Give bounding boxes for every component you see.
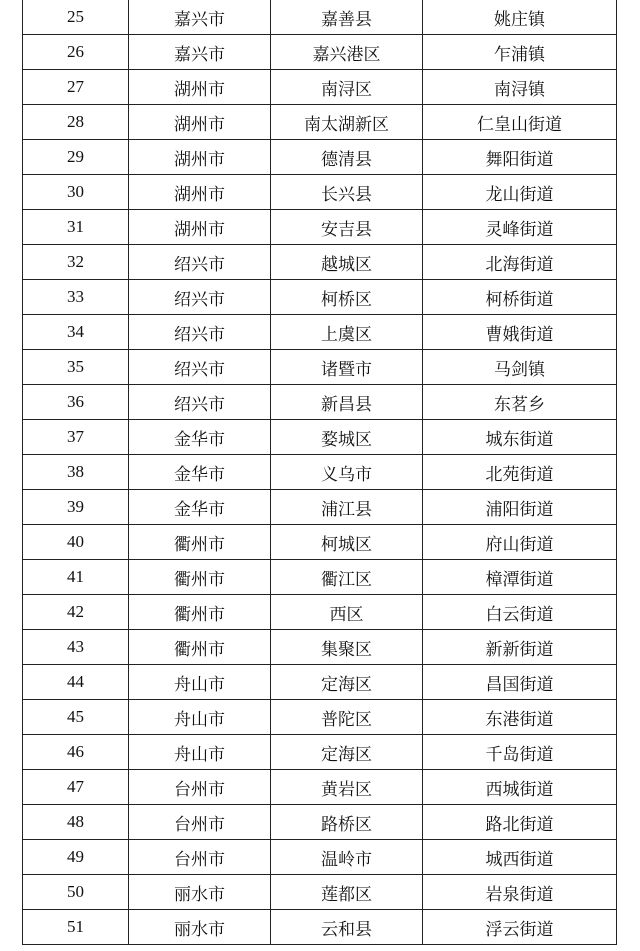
row-number-cell: 45 — [23, 700, 129, 735]
town-cell: 城西街道 — [423, 840, 617, 875]
table-row — [23, 0, 617, 35]
table-row — [23, 140, 617, 175]
row-number-cell: 31 — [23, 210, 129, 245]
row-number-cell: 26 — [23, 35, 129, 70]
town-cell: 柯桥街道 — [423, 280, 617, 315]
district-cell: 越城区 — [271, 245, 423, 280]
table-row — [23, 210, 617, 245]
row-number-cell: 30 — [23, 175, 129, 210]
town-cell: 舞阳街道 — [423, 140, 617, 175]
town-cell: 乍浦镇 — [423, 35, 617, 70]
town-cell: 姚庄镇 — [423, 0, 617, 35]
town-cell: 千岛街道 — [423, 735, 617, 770]
city-cell: 金华市 — [129, 455, 271, 490]
row-number-cell: 42 — [23, 595, 129, 630]
city-cell: 舟山市 — [129, 735, 271, 770]
district-cell: 柯桥区 — [271, 280, 423, 315]
table-row — [23, 70, 617, 105]
row-number-cell: 41 — [23, 560, 129, 595]
district-cell: 衢江区 — [271, 560, 423, 595]
row-number-cell: 36 — [23, 385, 129, 420]
row-number-cell: 50 — [23, 875, 129, 910]
table-row — [23, 420, 617, 455]
district-cell: 嘉善县 — [271, 0, 423, 35]
district-cell: 南太湖新区 — [271, 105, 423, 140]
town-cell: 白云街道 — [423, 595, 617, 630]
row-number-cell: 49 — [23, 840, 129, 875]
district-cell: 上虞区 — [271, 315, 423, 350]
district-cell: 路桥区 — [271, 805, 423, 840]
city-cell: 绍兴市 — [129, 315, 271, 350]
row-number-cell: 29 — [23, 140, 129, 175]
town-cell: 浦阳街道 — [423, 490, 617, 525]
row-number-cell: 51 — [23, 910, 129, 945]
table-row — [23, 280, 617, 315]
table-row — [23, 105, 617, 140]
table-row — [23, 455, 617, 490]
district-cell: 浦江县 — [271, 490, 423, 525]
table-row — [23, 840, 617, 875]
district-cell: 莲都区 — [271, 875, 423, 910]
row-number-cell: 47 — [23, 770, 129, 805]
city-cell: 台州市 — [129, 770, 271, 805]
table-row — [23, 735, 617, 770]
town-cell: 岩泉街道 — [423, 875, 617, 910]
city-cell: 金华市 — [129, 490, 271, 525]
row-number-cell: 28 — [23, 105, 129, 140]
city-cell: 绍兴市 — [129, 350, 271, 385]
city-cell: 衢州市 — [129, 560, 271, 595]
district-cell: 黄岩区 — [271, 770, 423, 805]
table-row — [23, 595, 617, 630]
table-row — [23, 245, 617, 280]
city-cell: 舟山市 — [129, 700, 271, 735]
district-cell: 普陀区 — [271, 700, 423, 735]
row-number-cell: 32 — [23, 245, 129, 280]
town-cell: 城东街道 — [423, 420, 617, 455]
town-cell: 东港街道 — [423, 700, 617, 735]
table-row — [23, 560, 617, 595]
town-cell: 马剑镇 — [423, 350, 617, 385]
row-number-cell: 25 — [23, 0, 129, 35]
district-cell: 婺城区 — [271, 420, 423, 455]
table-row — [23, 805, 617, 840]
row-number-cell: 38 — [23, 455, 129, 490]
city-cell: 绍兴市 — [129, 385, 271, 420]
district-cell: 长兴县 — [271, 175, 423, 210]
city-cell: 台州市 — [129, 840, 271, 875]
town-cell: 仁皇山街道 — [423, 105, 617, 140]
town-list-table — [22, 0, 617, 945]
city-cell: 衢州市 — [129, 525, 271, 560]
district-cell: 集聚区 — [271, 630, 423, 665]
town-cell: 府山街道 — [423, 525, 617, 560]
district-cell: 诸暨市 — [271, 350, 423, 385]
table-body — [23, 0, 617, 945]
table-row — [23, 910, 617, 945]
city-cell: 湖州市 — [129, 70, 271, 105]
town-cell: 路北街道 — [423, 805, 617, 840]
town-cell: 曹娥街道 — [423, 315, 617, 350]
district-cell: 柯城区 — [271, 525, 423, 560]
city-cell: 湖州市 — [129, 210, 271, 245]
row-number-cell: 27 — [23, 70, 129, 105]
town-cell: 龙山街道 — [423, 175, 617, 210]
town-cell: 西城街道 — [423, 770, 617, 805]
city-cell: 丽水市 — [129, 875, 271, 910]
table-row — [23, 175, 617, 210]
town-cell: 北海街道 — [423, 245, 617, 280]
town-cell: 北苑街道 — [423, 455, 617, 490]
town-cell: 樟潭街道 — [423, 560, 617, 595]
table-row — [23, 35, 617, 70]
city-cell: 台州市 — [129, 805, 271, 840]
row-number-cell: 48 — [23, 805, 129, 840]
table-row — [23, 630, 617, 665]
district-cell: 义乌市 — [271, 455, 423, 490]
table-row — [23, 525, 617, 560]
table-row — [23, 875, 617, 910]
table-row — [23, 770, 617, 805]
district-cell: 新昌县 — [271, 385, 423, 420]
city-cell: 衢州市 — [129, 630, 271, 665]
city-cell: 绍兴市 — [129, 245, 271, 280]
town-cell: 南浔镇 — [423, 70, 617, 105]
row-number-cell: 44 — [23, 665, 129, 700]
city-cell: 丽水市 — [129, 910, 271, 945]
table-row — [23, 700, 617, 735]
city-cell: 湖州市 — [129, 105, 271, 140]
city-cell: 嘉兴市 — [129, 0, 271, 35]
table-row — [23, 385, 617, 420]
city-cell: 金华市 — [129, 420, 271, 455]
row-number-cell: 39 — [23, 490, 129, 525]
district-cell: 定海区 — [271, 735, 423, 770]
town-cell: 灵峰街道 — [423, 210, 617, 245]
row-number-cell: 37 — [23, 420, 129, 455]
town-cell: 浮云街道 — [423, 910, 617, 945]
town-cell: 昌国街道 — [423, 665, 617, 700]
table-row — [23, 665, 617, 700]
town-cell: 新新街道 — [423, 630, 617, 665]
district-cell: 云和县 — [271, 910, 423, 945]
town-cell: 东茗乡 — [423, 385, 617, 420]
table-row — [23, 315, 617, 350]
row-number-cell: 40 — [23, 525, 129, 560]
district-cell: 温岭市 — [271, 840, 423, 875]
city-cell: 衢州市 — [129, 595, 271, 630]
district-cell: 西区 — [271, 595, 423, 630]
row-number-cell: 35 — [23, 350, 129, 385]
row-number-cell: 46 — [23, 735, 129, 770]
city-cell: 湖州市 — [129, 140, 271, 175]
district-cell: 南浔区 — [271, 70, 423, 105]
city-cell: 绍兴市 — [129, 280, 271, 315]
city-cell: 舟山市 — [129, 665, 271, 700]
district-cell: 德清县 — [271, 140, 423, 175]
row-number-cell: 43 — [23, 630, 129, 665]
district-cell: 嘉兴港区 — [271, 35, 423, 70]
table-row — [23, 490, 617, 525]
row-number-cell: 33 — [23, 280, 129, 315]
row-number-cell: 34 — [23, 315, 129, 350]
city-cell: 湖州市 — [129, 175, 271, 210]
table-row — [23, 350, 617, 385]
district-cell: 安吉县 — [271, 210, 423, 245]
city-cell: 嘉兴市 — [129, 35, 271, 70]
district-cell: 定海区 — [271, 665, 423, 700]
